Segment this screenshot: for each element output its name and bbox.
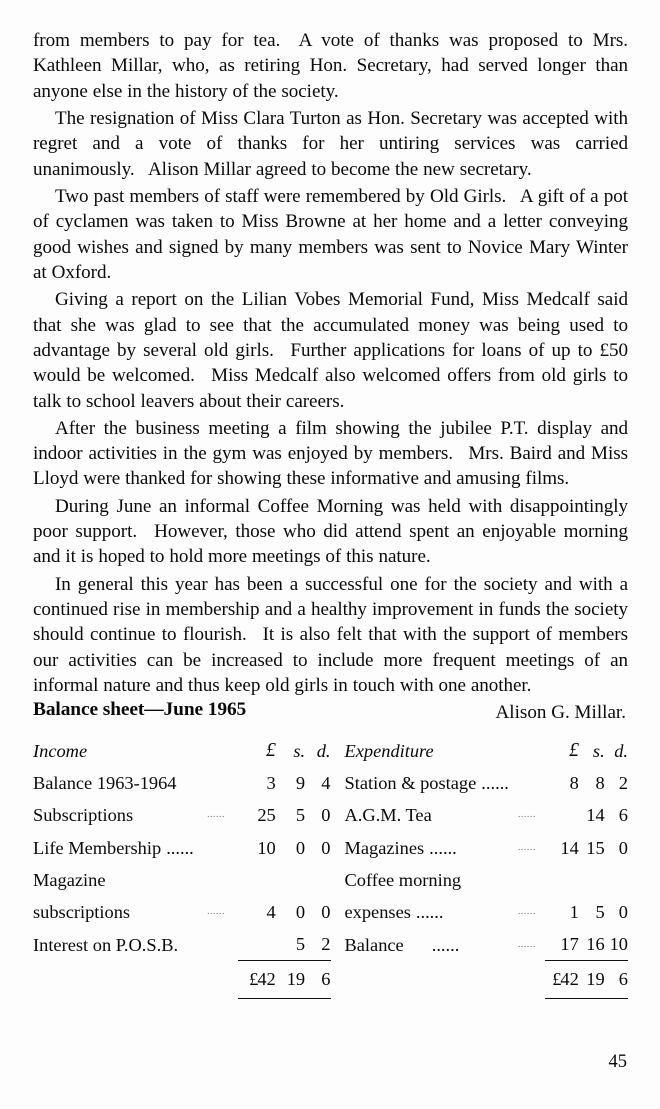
row-pence [605,864,628,896]
row-shillings: 8 [595,773,605,794]
row-label-text: Balance [344,934,404,955]
row-label [33,832,194,864]
table-row-continuation [345,896,629,928]
pound-sign: £ [249,969,258,990]
row-shillings: 16 [586,934,605,955]
paragraph: Two past members of staff were remembered by Old Girls. A gift of a pot of cyclamen was taken to Miss Browne at her home and a letter conveying good wishes and signed by many members was sent to Novice Mary Winter at Oxford. [33,185,628,283]
leader-cell [509,864,545,896]
row-pounds: 10 [257,837,276,858]
total-pence: 6 [605,961,628,998]
leader-cell [509,767,545,799]
income-heading: Income [33,741,88,761]
row-pence: 4 [321,773,331,794]
leader-cell [509,735,545,767]
total-pounds [238,961,275,998]
leader-cell [194,928,239,961]
row-label-text: Magazines [344,837,425,858]
row-pounds: 25 [257,805,276,826]
row-pence [305,864,330,896]
leader-inline: ...... [431,934,460,955]
row-shillings: 5 [295,934,306,955]
ledger [33,735,628,999]
paragraph: In general this year has been a successful one for the society and with a continued rise in membership and a healthy improvement in funds the society should continue to flourish. It is also felt that with the support of members our activities can be increased to include more frequent meetings of an informal nature and thus keep old girls in touch with one another. [33,573,628,697]
total-shillings: 19 [579,961,605,998]
row-pounds: 1 [569,902,579,923]
row-pence: 2 [618,773,628,794]
row-label-text: expenses [344,902,411,923]
row-pence: 0 [321,805,331,826]
total-spacer [345,961,509,998]
column-header-shillings: s. [293,741,306,761]
row-shillings: 14 [586,805,605,826]
row-pounds: 14 [560,837,579,858]
total-pounds-value: 42 [257,969,276,990]
table-row-continuation [33,896,331,928]
row-shillings: 9 [295,773,306,794]
table-row [33,832,331,864]
row-shillings: 5 [295,805,306,826]
row-label-second-line [345,896,509,928]
table-row [33,799,331,831]
income-total-row [33,961,331,998]
row-label [345,928,509,961]
income-header-row [33,735,331,767]
row-label: Magazine [33,869,106,890]
total-pounds-value: 42 [560,969,579,990]
row-pounds: 3 [266,773,276,794]
table-row [345,864,629,896]
row-pence: 0 [618,837,628,858]
row-label: Interest on P.O.S.B. [33,934,179,955]
paragraph: During June an informal Coffee Morning was held with disappointingly poor support. However, those who did attend spent an enjoyable morning and it is hoped to hold more meetings of this nature. [33,495,628,568]
row-pounds: 8 [569,773,579,794]
leader-cell: ...... [207,810,225,821]
expenditure-table [345,735,629,999]
leader-cell: ...... [517,939,536,950]
pound-sign: £ [552,969,561,990]
table-row [33,767,331,799]
row-pounds: 4 [266,902,276,923]
paragraph: Giving a report on the Lilian Vobes Memorial Fund, Miss Medcalf said that she was glad to see that the accumulated money was being used to advantage by several old girls. Further applications for loans of up to £50 would be welcomed. Miss Medcalf also welcomed offers from old girls to talk to school leavers about their careers. [33,289,628,412]
leader-inline: ...... [166,837,194,858]
paragraph: After the business meeting a film showing the jubilee P.T. display and indoor activities in the gym was enjoyed by members. Mrs. Baird and Miss Lloyd were thanked for showing these informative and amusing films. [33,417,628,490]
row-pence: 0 [618,902,628,923]
row-label [345,832,509,864]
column-header-shillings: s. [592,741,605,761]
row-shillings: 0 [295,837,306,858]
table-row [345,799,629,831]
row-shillings: 0 [295,902,306,923]
table-row [345,928,629,961]
row-pence: 0 [321,837,331,858]
leader-cell [194,767,239,799]
row-pounds [545,864,579,896]
balance-sheet-title: Balance sheet—June 1965 [33,699,247,720]
row-label-second-line: subscriptions [33,902,131,923]
row-pence: 2 [321,934,331,955]
row-shillings: 15 [586,837,605,858]
leader-cell: ...... [517,907,536,918]
row-label [345,767,509,799]
paragraph: The resignation of Miss Clara Turton as Hon. Secretary was accepted with regret and a vote of thanks for her untiring services was carried unanimously. Alison Millar agreed to become the new secretary. [33,107,628,180]
leader-cell [194,735,239,767]
expenditure-heading: Expenditure [344,741,434,761]
leader-inline: ...... [429,837,457,858]
row-pence: 6 [618,805,628,826]
leader-cell: ...... [517,810,536,821]
row-pounds: 17 [560,934,579,955]
page-number: 45 [608,1052,627,1072]
balance-sheet [33,698,628,999]
row-shillings [276,864,305,896]
column-header-pence: d. [614,741,628,761]
column-header-pounds: £ [569,740,579,761]
paragraph: from members to pay for tea. A vote of thanks was proposed to Mrs. Kathleen Millar, who, as retiring Hon. Secretary, had served longer than anyone else in the history of the society. [33,30,628,102]
row-shillings [579,864,605,896]
table-row [33,864,331,896]
total-pounds [545,961,579,998]
row-pounds [238,928,275,961]
row-label: Balance 1963-1964 [33,773,177,794]
row-shillings: 5 [595,902,605,923]
row-label: Coffee morning [344,869,462,890]
leader-cell [194,864,239,896]
income-table [33,735,331,999]
row-label-text: Life Membership [33,837,162,858]
column-header-pounds: £ [265,740,276,761]
total-spacer [33,961,194,998]
column-header-pence: d. [316,741,331,761]
expenditure-column [331,735,629,999]
leader-cell: ...... [207,907,225,918]
total-spacer [509,961,545,998]
row-label: Subscriptions [33,805,134,826]
row-label: A.G.M. Tea [344,805,432,826]
leader-cell: ...... [517,842,536,853]
total-pence: 6 [305,961,330,998]
total-spacer [194,961,239,998]
leader-inline: ...... [481,773,509,794]
expenditure-header-row [345,735,629,767]
article-signature: Alison G. Millar. [495,702,626,724]
leader-cell [194,832,239,864]
table-row [33,928,331,961]
article-body [33,28,628,726]
row-pounds [238,864,275,896]
expenditure-total-row [345,961,629,998]
row-pence: 0 [321,902,331,923]
table-row [345,767,629,799]
row-label-text: Station & postage [344,773,477,794]
leader-inline: ...... [415,902,444,923]
row-pounds [545,799,579,831]
row-pence: 10 [609,934,628,955]
income-column [33,735,331,999]
total-shillings: 19 [276,961,305,998]
table-row [345,832,629,864]
